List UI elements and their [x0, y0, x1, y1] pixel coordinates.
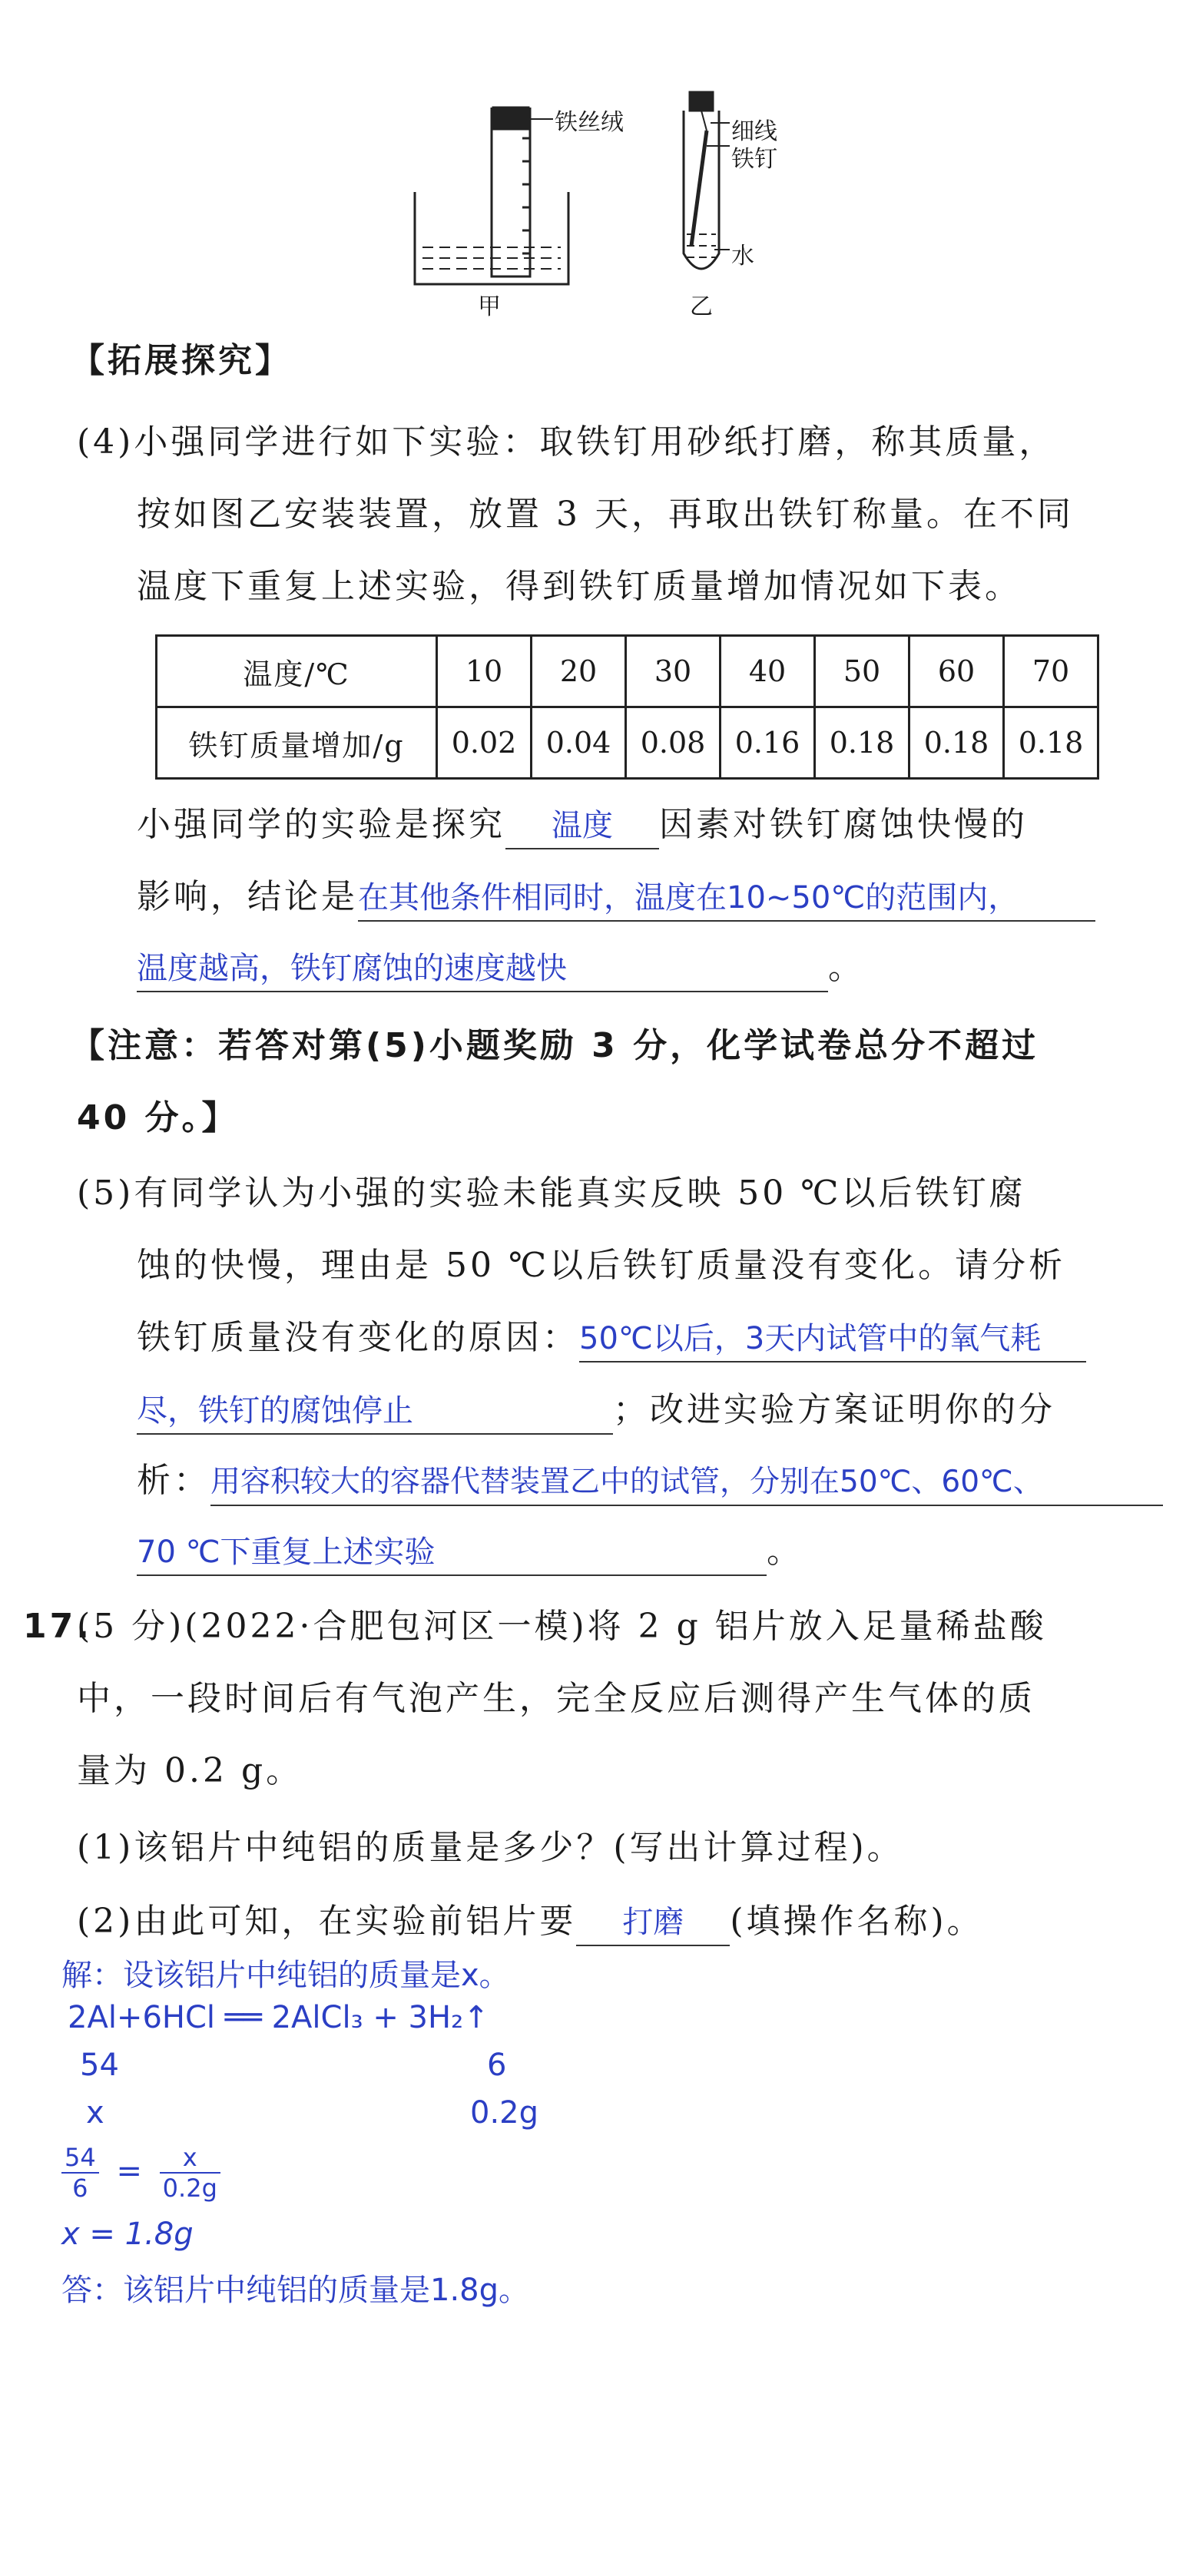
temperature-table	[155, 634, 1099, 780]
q5-line1: (5)有同学认为小强的实验未能真实反映 50 ℃以后铁钉腐	[77, 1174, 1026, 1213]
q4-after-line2	[137, 874, 1095, 922]
answer-operation: 打磨	[576, 1900, 730, 1946]
q5-line5-prefix: 析：	[137, 1461, 210, 1500]
frac-den-left: 6	[72, 2174, 88, 2203]
table-cell: 0.02	[437, 707, 532, 779]
label-tieding: 铁钉	[731, 146, 777, 173]
notice-line2: 40 分。】	[77, 1098, 239, 1137]
q5-period: 。	[767, 1531, 803, 1571]
q17-line1: (5 分)(2022·合肥包河区一模)将 2 g 铝片放入足量稀盐酸	[77, 1607, 1047, 1646]
frac-equals: =	[116, 2154, 142, 2189]
solution-result: x = 1.8g	[61, 2217, 194, 2252]
q5-line3-prefix: 铁钉质量没有变化的原因：	[137, 1318, 579, 1357]
q4-after-line3	[137, 945, 865, 992]
answer-plan-2: 70 ℃下重复上述实验	[137, 1530, 767, 1576]
solution-equation: 2Al+6HCl ══ 2AlCl₃ + 3H₂↑	[68, 2000, 489, 2035]
q17-line3: 量为 0.2 g。	[77, 1751, 303, 1790]
q4-after-line1	[137, 802, 1028, 849]
q4-after2-prefix: 影响，结论是	[137, 877, 358, 916]
table-cell: 0.16	[721, 707, 815, 779]
table-cell: 20	[532, 636, 626, 707]
table-cell: 60	[909, 636, 1004, 707]
fraction-left	[61, 2143, 99, 2203]
answer-conclusion-1: 在其他条件相同时，温度在10~50℃的范围内，	[358, 876, 1095, 922]
q17-sub1: (1)该铝片中纯铝的质量是多少？(写出计算过程)。	[77, 1828, 904, 1867]
frac-den-right: 0.2g	[162, 2174, 217, 2203]
q17-line2: 中，一段时间后有气泡产生，完全反应后测得产生气体的质	[77, 1679, 1035, 1718]
solution-ratio-right: 6	[487, 2048, 507, 2083]
table-cell: 0.18	[815, 707, 909, 779]
table-header-temperature: 温度/℃	[157, 636, 437, 707]
answer-reason-1: 50℃以后，3天内试管中的氧气耗	[579, 1316, 1086, 1362]
q17-sub2-prefix: (2)由此可知，在实验前铝片要	[77, 1902, 577, 1941]
label-xixian: 细线	[731, 118, 777, 145]
caption-jia: 甲	[478, 293, 501, 320]
answer-conclusion-2: 温度越高，铁钉腐蚀的速度越快	[137, 946, 828, 992]
solution-var-right: 0.2g	[470, 2095, 539, 2131]
tube-jia	[492, 108, 553, 276]
q4-after1-suffix: 因素对铁钉腐蚀快慢的	[659, 805, 1028, 844]
q4-after1-prefix: 小强同学的实验是探究	[137, 805, 505, 844]
q5-line4-suffix: ；改进实验方案证明你的分	[613, 1390, 1055, 1429]
table-cell: 0.04	[532, 707, 626, 779]
q5-line3	[137, 1315, 1086, 1362]
table-cell: 50	[815, 636, 909, 707]
fraction-right	[160, 2143, 220, 2203]
q4-line2: 按如图乙安装装置，放置 3 天，再取出铁钉称量。在不同	[137, 495, 1074, 534]
table-row-temperature	[157, 636, 1098, 707]
tube-yi	[684, 92, 730, 269]
answer-reason-2: 尽，铁钉的腐蚀停止	[137, 1389, 613, 1435]
table-cell: 40	[721, 636, 815, 707]
q5-line2: 蚀的快慢，理由是 50 ℃以后铁钉质量没有变化。请分析	[137, 1246, 1066, 1285]
q4-line1: (4)小强同学进行如下实验：取铁钉用砂纸打磨，称其质量，	[77, 422, 1056, 462]
q17-sub2-suffix: (填操作名称)。	[730, 1902, 984, 1941]
section-title: 【拓展探究】	[71, 341, 292, 380]
answer-plan-1: 用容积较大的容器代替装置乙中的试管，分别在50℃、60℃、	[210, 1460, 1163, 1506]
q4-line3: 温度下重复上述实验，得到铁钉质量增加情况如下表。	[137, 567, 1022, 606]
answer-factor: 温度	[505, 803, 659, 849]
label-tiesirong: 铁丝绒	[555, 109, 624, 136]
q4-period: 。	[828, 948, 865, 987]
table-cell: 0.18	[909, 707, 1004, 779]
caption-yi: 乙	[690, 293, 713, 320]
solution-proportion	[61, 2143, 220, 2203]
table-cell: 30	[626, 636, 721, 707]
frac-num-right: x	[160, 2143, 220, 2174]
q17-number: 17.	[23, 1607, 92, 1646]
frac-num-left: 54	[61, 2143, 99, 2174]
label-shui: 水	[731, 243, 754, 270]
solution-ratio-left: 54	[80, 2048, 119, 2083]
q5-line5	[137, 1458, 1163, 1506]
q5-line6	[137, 1528, 803, 1576]
table-cell: 10	[437, 636, 532, 707]
notice-line1: 【注意：若答对第(5)小题奖励 3 分，化学试卷总分不超过	[71, 1026, 1039, 1065]
solution-var-left: x	[86, 2095, 104, 2131]
table-cell: 0.08	[626, 707, 721, 779]
q17-sub2	[77, 1899, 984, 1946]
table-cell: 0.18	[1004, 707, 1098, 779]
q5-line4	[137, 1387, 1055, 1435]
table-row-mass	[157, 707, 1098, 779]
table-cell: 70	[1004, 636, 1098, 707]
solution-answer: 答：该铝片中纯铝的质量是1.8g。	[61, 2273, 530, 2308]
solution-intro: 解：设该铝片中纯铝的质量是x。	[61, 1958, 510, 1993]
table-header-mass: 铁钉质量增加/g	[157, 707, 437, 779]
